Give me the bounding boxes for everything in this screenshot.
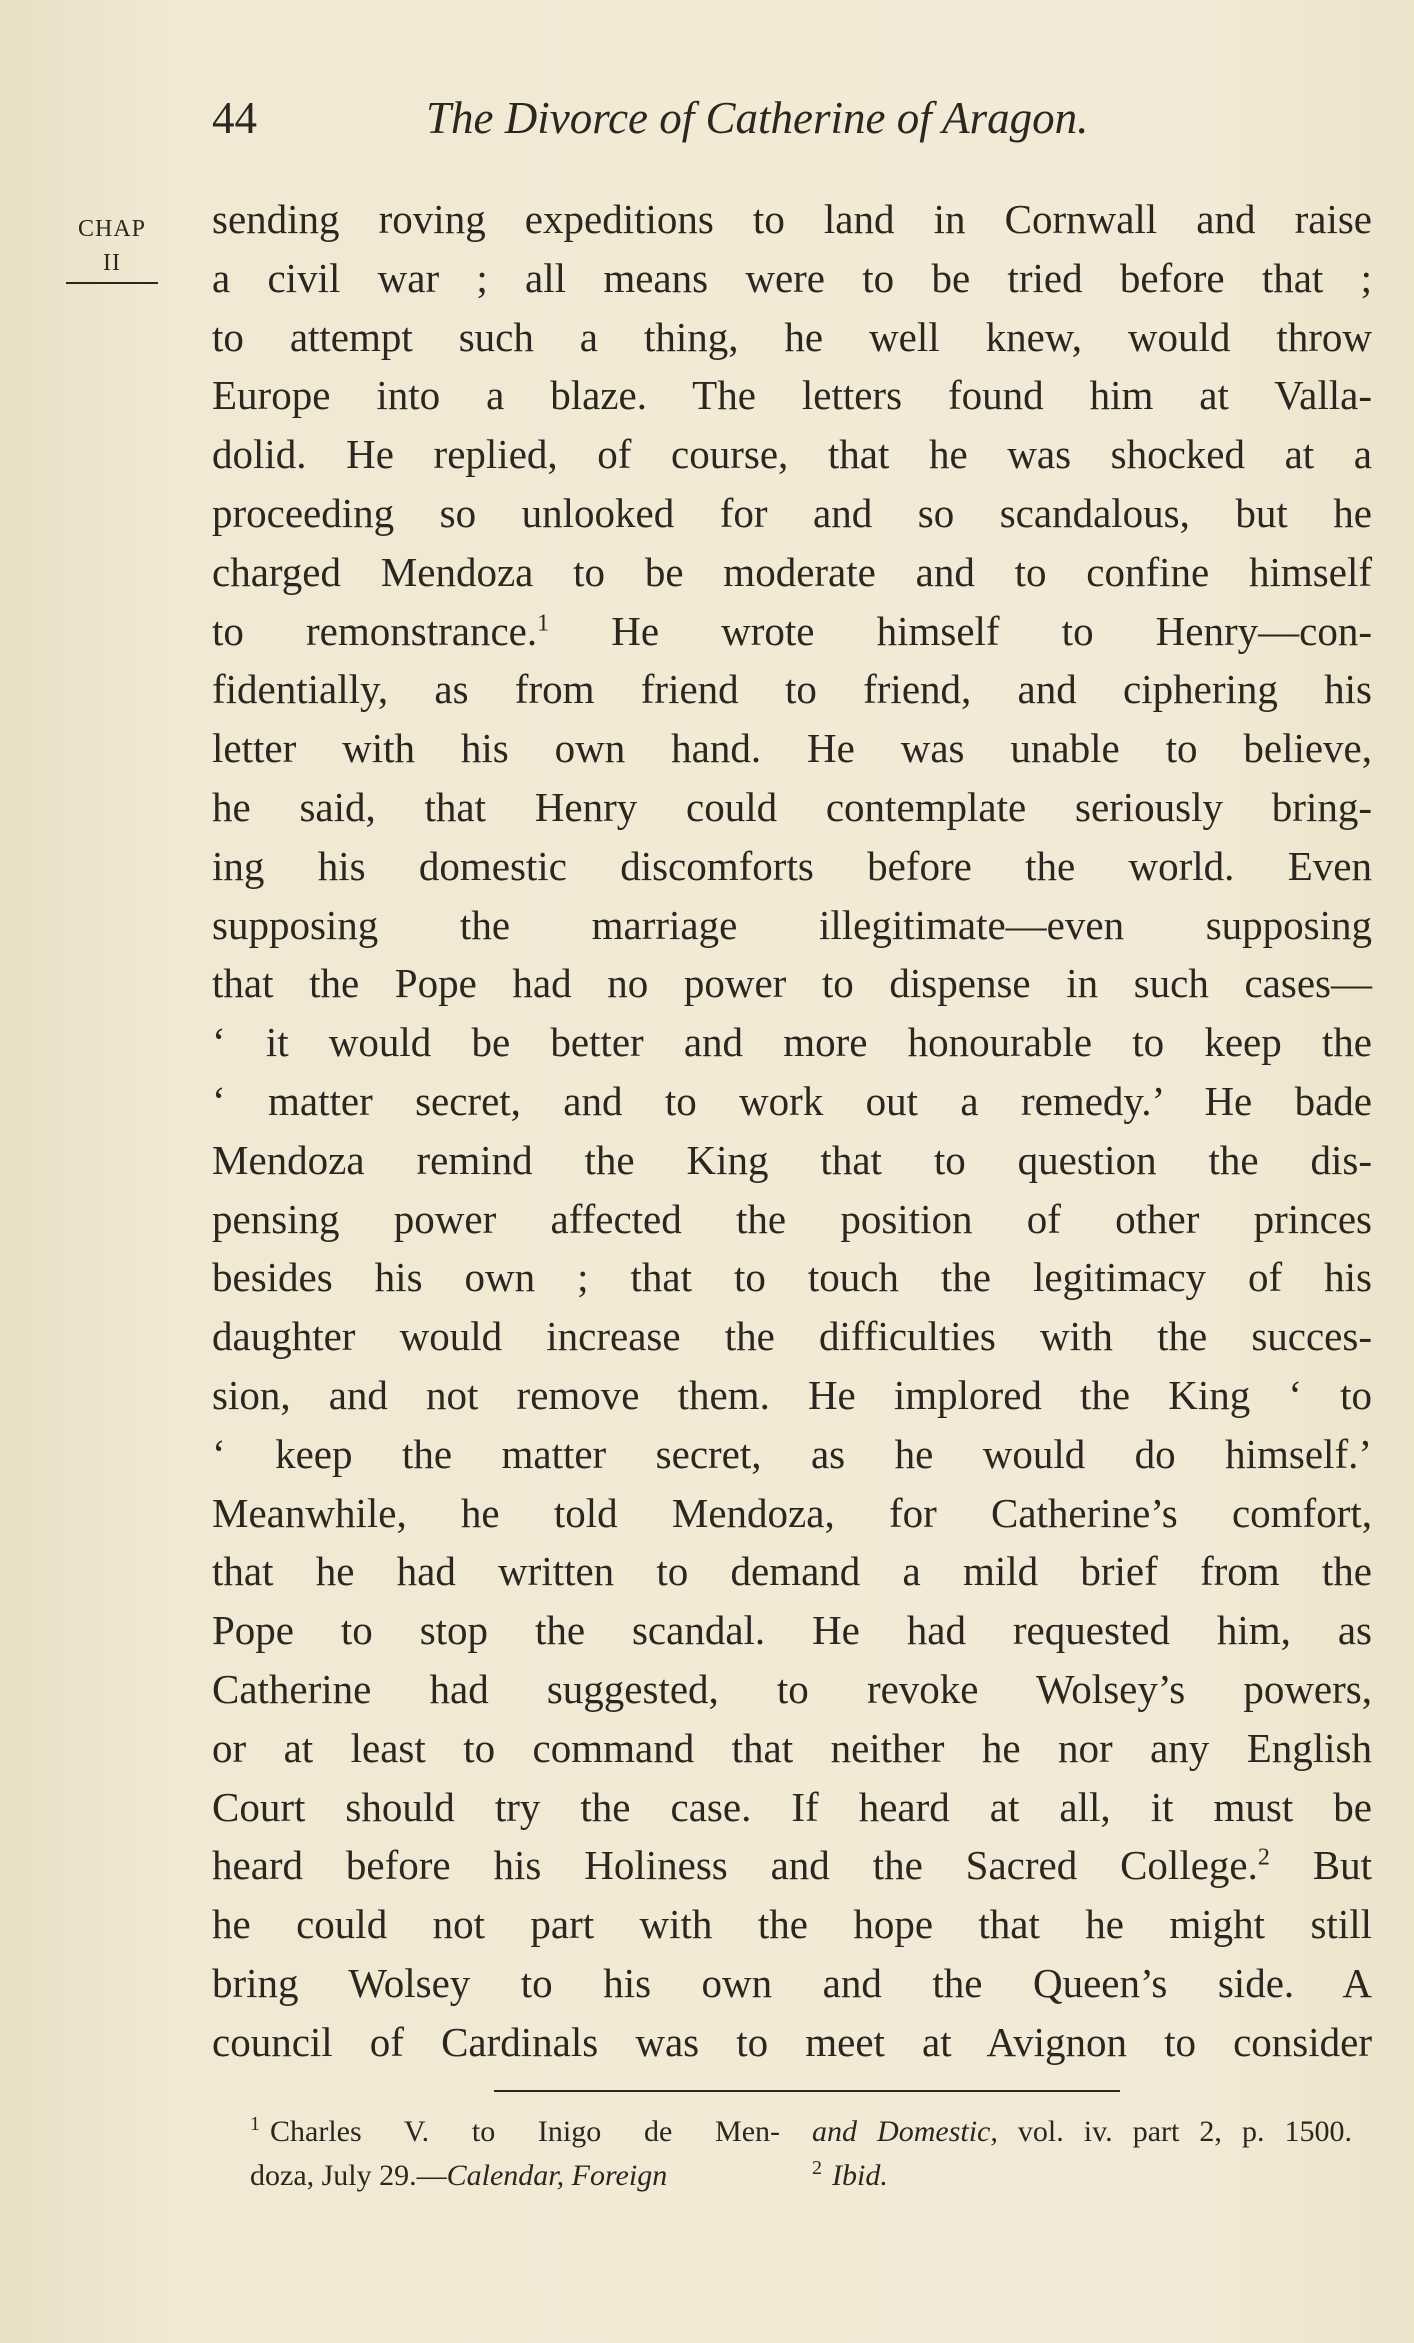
text-line: ‘ it would be better and more honourable to keep the bbox=[212, 1019, 1372, 1066]
text-line: he could not part with the hope that he might still bbox=[212, 1901, 1372, 1948]
text-line bbox=[212, 602, 1372, 661]
text-line: Court should try the case. If heard at all, it must be bbox=[212, 1783, 1372, 1830]
text-line: that the Pope had no power to dispense in such cases— bbox=[212, 960, 1372, 1007]
text-line: Europe into a blaze. The letters found him at Valla- bbox=[212, 372, 1372, 419]
text-line: bring Wolsey to his own and the Queen’s side. A bbox=[212, 1959, 1372, 2006]
text-line: letter with his own hand. He was unable to believe, bbox=[212, 725, 1372, 772]
text-line: a civil war ; all means were to be tried before that ; bbox=[212, 254, 1372, 301]
footnote-text-italic: Calendar, Foreign bbox=[446, 2159, 668, 2192]
text-line: sending roving expeditions to land in Cornwall and raise bbox=[212, 196, 1372, 242]
footnote-text: doza, July 29.— bbox=[250, 2159, 447, 2192]
footnote-text: Charles V. to Inigo de Men- bbox=[270, 2115, 780, 2148]
text-line: besides his own ; that to touch the legitimacy of his bbox=[212, 1254, 1372, 1301]
chapter-margin-note bbox=[66, 212, 158, 284]
text-segment: He wrote himself to Henry—con- bbox=[549, 607, 1372, 654]
text-line: to attempt such a thing, he well knew, would throw bbox=[212, 313, 1372, 360]
text-line: ing his domestic discomforts before the world. Even bbox=[212, 842, 1372, 889]
page-number: 44 bbox=[212, 93, 257, 143]
text-line: ‘ matter secret, and to work out a remedy.’ He bade bbox=[212, 1077, 1372, 1124]
chapter-number: II bbox=[103, 250, 121, 276]
text-line: or at least to command that neither he nor any English bbox=[212, 1724, 1372, 1771]
text-segment: heard before his Holiness and the Sacred College. bbox=[212, 1842, 1258, 1889]
text-segment: But bbox=[1269, 1842, 1372, 1889]
text-line: sion, and not remove them. He implored the King ‘ to bbox=[212, 1371, 1372, 1418]
text-line: dolid. He replied, of course, that he was shocked at a bbox=[212, 431, 1372, 478]
text-line: pensing power affected the position of other princes bbox=[212, 1195, 1372, 1242]
text-line: proceeding so unlooked for and so scandalous, but he bbox=[212, 489, 1372, 536]
text-segment: to remonstrance. bbox=[212, 607, 538, 654]
text-line: daughter would increase the difficulties with the succes- bbox=[212, 1313, 1372, 1360]
margin-rule bbox=[66, 282, 158, 284]
text-line: Pope to stop the scandal. He had requested him, as bbox=[212, 1607, 1372, 1654]
running-header bbox=[212, 92, 1192, 152]
text-line: Mendoza remind the King that to question the dis- bbox=[212, 1136, 1372, 1183]
text-line: fidentially, as from friend to friend, and ciphering his bbox=[212, 666, 1372, 713]
running-title: The Divorce of Catherine of Aragon. bbox=[426, 93, 1089, 143]
footnote-divider bbox=[494, 2090, 1120, 2092]
footnote-mark-2: 2 bbox=[812, 2157, 822, 2179]
footnote-text-italic: Ibid. bbox=[832, 2159, 888, 2192]
text-line: that he had written to demand a mild brief from the bbox=[212, 1548, 1372, 1595]
footnote-line bbox=[250, 2154, 780, 2198]
text-line: Meanwhile, he told Mendoza, for Catherine’s comfort, bbox=[212, 1489, 1372, 1536]
footnote-ref-1: 1 bbox=[537, 609, 550, 636]
text-line: supposing the marriage illegitimate—even supposing bbox=[212, 901, 1372, 948]
text-line: he said, that Henry could contemplate seriously bring- bbox=[212, 783, 1372, 830]
footnote-line bbox=[812, 2154, 1352, 2198]
text-line: Catherine had suggested, to revoke Wolsey’s powers, bbox=[212, 1665, 1372, 1712]
footnote-text-italic: and Domestic, bbox=[812, 2115, 998, 2148]
text-line bbox=[212, 1836, 1372, 1895]
footnote-column-left bbox=[250, 2110, 780, 2198]
body-text bbox=[212, 190, 1372, 2072]
text-line: council of Cardinals was to meet at Avignon to consider bbox=[212, 2018, 1372, 2065]
footnote-line bbox=[812, 2110, 1352, 2154]
footnote-mark-1: 1 bbox=[250, 2113, 260, 2135]
text-line: charged Mendoza to be moderate and to confine himself bbox=[212, 548, 1372, 595]
chapter-label: CHAP bbox=[77, 216, 147, 242]
footnote-ref-2: 2 bbox=[1257, 1844, 1270, 1871]
footnote-line bbox=[250, 2110, 780, 2154]
footnote-column-right bbox=[812, 2110, 1352, 2198]
footnote-text: vol. iv. part 2, p. 1500. bbox=[997, 2115, 1352, 2148]
text-line: ‘ keep the matter secret, as he would do himself.’ bbox=[212, 1430, 1372, 1477]
